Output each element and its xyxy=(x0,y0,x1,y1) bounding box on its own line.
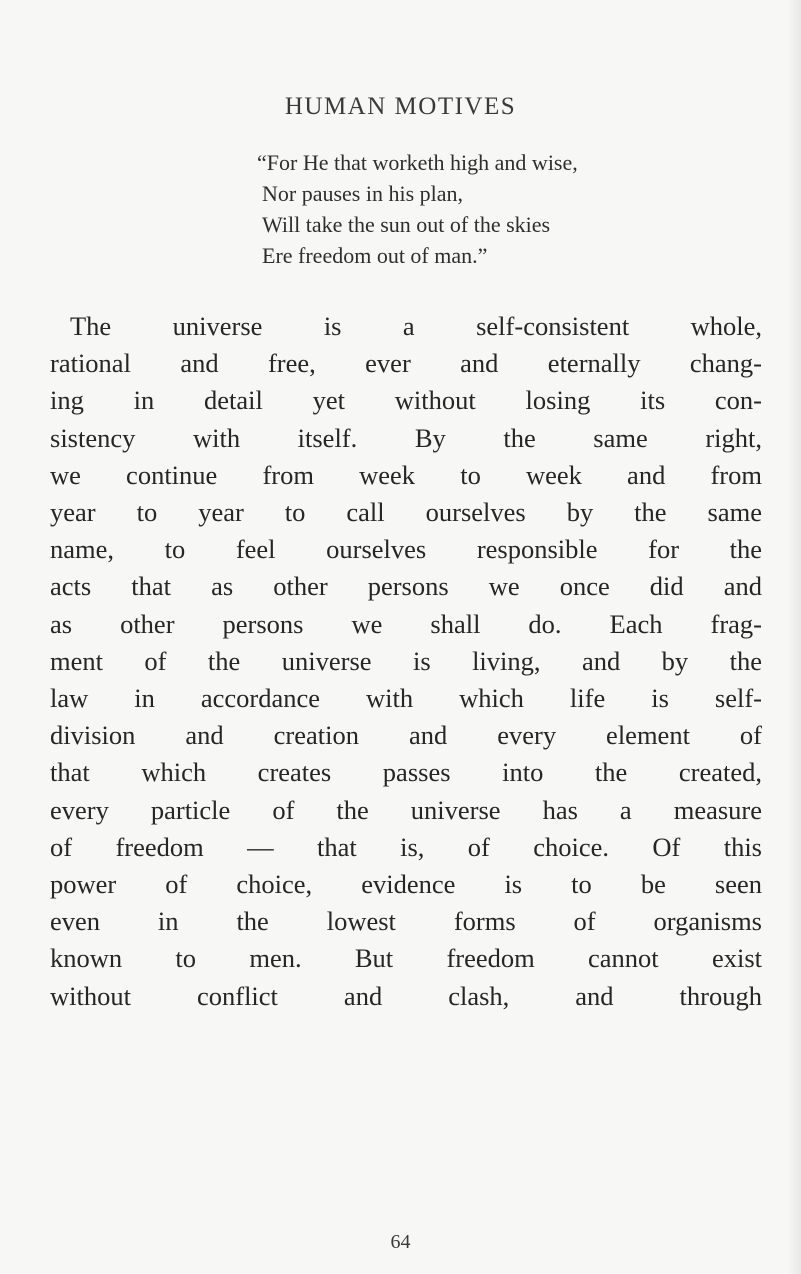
paragraph-line: we continue from week to week and from xyxy=(50,459,762,490)
body-paragraph xyxy=(50,308,762,1015)
paragraph-line: that which creates passes into the created, xyxy=(50,757,762,788)
paragraph-line: rational and free, ever and eternally chang- xyxy=(50,348,762,379)
paragraph-line: division and creation and every element of xyxy=(50,720,762,751)
paragraph-line: name, to feel ourselves responsible for the xyxy=(50,534,762,565)
verse-quotation xyxy=(0,147,801,271)
verse-line: Nor pauses in his plan, xyxy=(262,181,464,206)
paragraph-line: known to men. But freedom cannot exist xyxy=(50,943,762,974)
paragraph-line: sistency with itself. By the same right, xyxy=(50,422,762,453)
running-head: HUMAN MOTIVES xyxy=(284,93,517,120)
paragraph-line: law in accordance with which life is self- xyxy=(50,683,762,714)
verse-line: Will take the sun out of the skies xyxy=(262,212,551,237)
paragraph-line: power of choice, evidence is to be seen xyxy=(50,869,762,900)
paragraph-line: acts that as other persons we once did and xyxy=(50,571,762,602)
paragraph-line: ing in detail yet without losing its con- xyxy=(50,385,762,416)
page-number: 64 xyxy=(390,1231,411,1253)
paragraph-line: The universe is a self-consistent whole, xyxy=(70,311,762,341)
paragraph-line: every particle of the universe has a measure xyxy=(50,794,762,825)
paragraph-line: ment of the universe is living, and by the xyxy=(50,645,762,676)
verse-line: Ere freedom out of man.” xyxy=(262,243,488,268)
paragraph-line: without conflict and clash, and through xyxy=(50,980,762,1011)
verse-line: “For He that worketh high and wise, xyxy=(257,150,578,175)
paragraph-line: even in the lowest forms of organisms xyxy=(50,906,762,937)
paragraph-line: of freedom — that is, of choice. Of this xyxy=(50,831,762,862)
paragraph-line: year to year to call ourselves by the same xyxy=(50,497,762,528)
paragraph-line: as other persons we shall do. Each frag- xyxy=(50,608,762,639)
